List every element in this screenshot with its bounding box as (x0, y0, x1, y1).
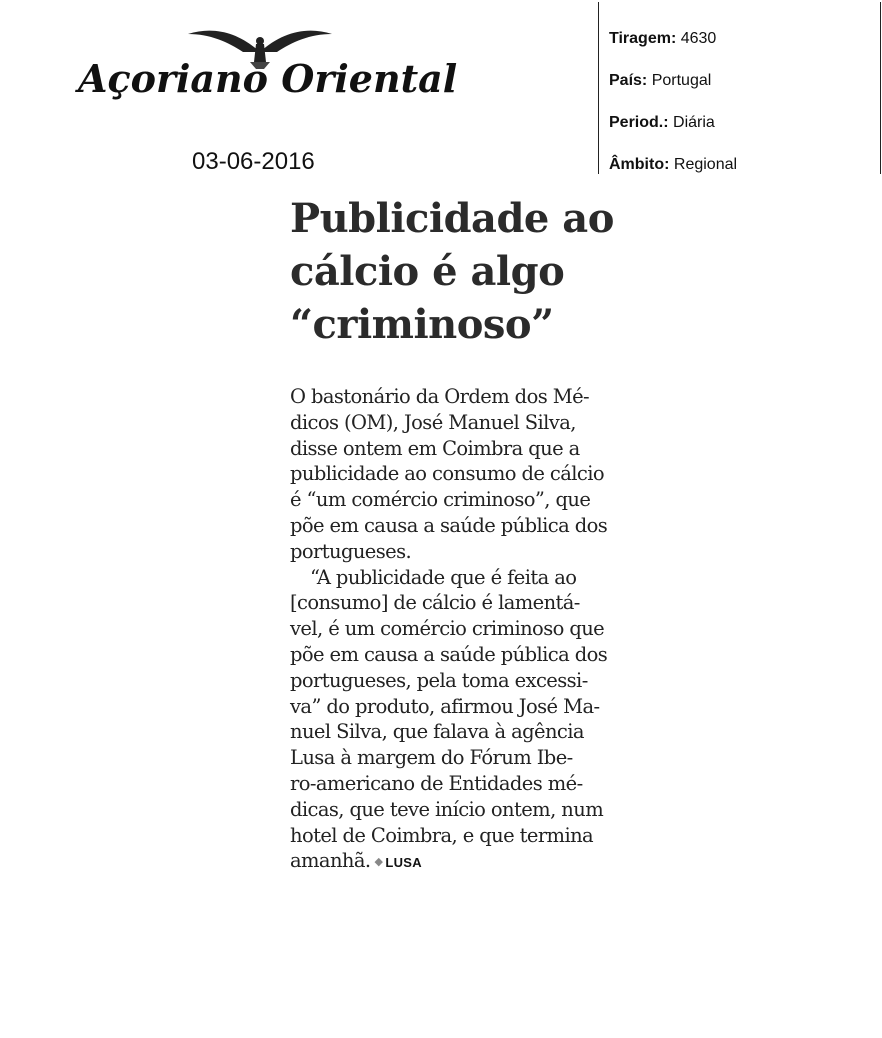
body-line: portugueses. (290, 539, 412, 563)
body-line: portugueses, pela toma excessi- (290, 668, 588, 692)
masthead-title: Açoriano Oriental (78, 56, 458, 101)
headline-line: cálcio é algo (290, 248, 565, 295)
meta-value: Regional (673, 156, 738, 173)
meta-key: Tiragem: (609, 30, 677, 47)
article-body (290, 384, 640, 876)
meta-key: País: (609, 72, 648, 89)
body-line: dicas, que teve início ontem, num (290, 797, 604, 821)
meta-row-period (609, 112, 737, 154)
body-line: dicos (OM), José Manuel Silva, (290, 410, 576, 434)
body-last-line (290, 848, 640, 876)
publication-meta (609, 28, 737, 196)
body-line: [consumo] de cálcio é lamentá- (290, 591, 580, 615)
body-line: O bastonário da Ordem dos Mé- (290, 385, 590, 408)
body-line: põe em causa a saúde pública dos (290, 513, 608, 537)
meta-divider-right (880, 2, 881, 174)
article-signature: LUSA (385, 855, 422, 871)
headline-line: “criminoso” (290, 301, 554, 348)
masthead (78, 22, 458, 102)
body-line: “A publicidade que é feita ao (310, 565, 577, 589)
publication-date: 03-06-2016 (192, 148, 315, 175)
body-line: Lusa à margem do Fórum Ibe- (290, 746, 573, 770)
meta-key: Âmbito: (609, 156, 670, 173)
meta-value: Portugal (651, 72, 712, 89)
body-line: é “um comércio criminoso”, que (290, 488, 591, 512)
headline-line: Publicidade ao (290, 195, 614, 242)
body-line: põe em causa a saúde pública dos (290, 642, 608, 666)
body-line: va” do produto, afirmou José Ma- (290, 694, 600, 718)
body-line: publicidade ao consumo de cálcio (290, 462, 604, 486)
body-line: hotel de Coimbra, e que termina (290, 823, 594, 847)
article-headline (290, 192, 650, 351)
body-line: disse ontem em Coimbra que a (290, 436, 580, 460)
meta-value: Diária (673, 114, 715, 131)
meta-value: 4630 (680, 30, 717, 47)
meta-divider-left (598, 2, 599, 174)
meta-row-tiragem (609, 28, 737, 70)
meta-row-ambito (609, 154, 737, 196)
body-line: vel, é um comércio criminoso que (290, 617, 605, 641)
meta-key: Period.: (609, 114, 669, 131)
body-line: nuel Silva, que falava à agência (290, 720, 584, 744)
meta-row-pais (609, 70, 737, 112)
body-line: ro-americano de Entidades mé- (290, 771, 583, 795)
diamond-icon: ◆ (374, 854, 383, 868)
body-line: amanhã. (290, 849, 371, 873)
